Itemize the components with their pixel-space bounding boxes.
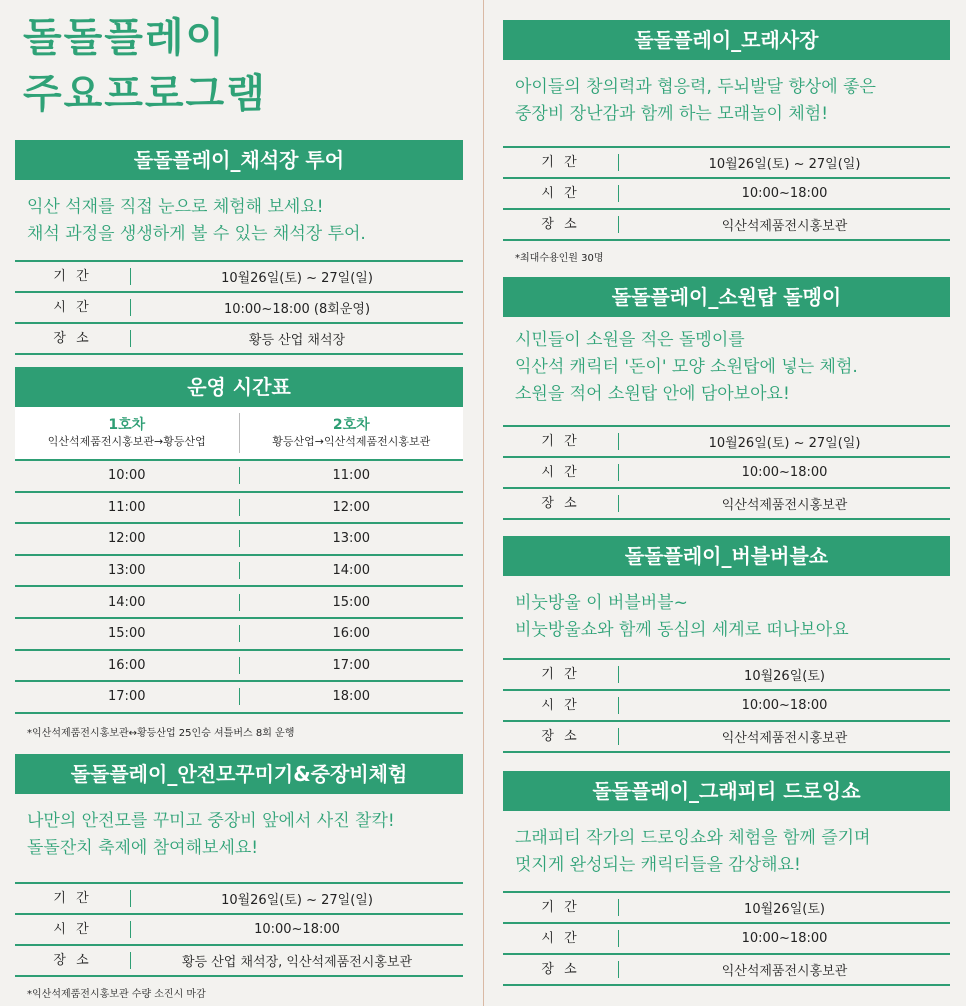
info-row-period [15, 262, 463, 293]
info-row-place [15, 946, 463, 977]
info-label: 장 소 [503, 728, 619, 745]
desc-line: 채석 과정을 생생하게 볼 수 있는 채석장 투어. [27, 224, 366, 244]
page-title [15, 0, 463, 140]
quarry-tour-heading: 돌돌플레이_채석장 투어 [15, 140, 463, 180]
info-label: 장 소 [15, 330, 131, 347]
bubble-info [503, 658, 950, 753]
wish-tower-heading: 돌돌플레이_소원탑 돌멩이 [503, 277, 950, 317]
page-title-line1: 돌돌플레이 [23, 15, 227, 61]
info-row-time [503, 691, 950, 722]
bubble-heading: 돌돌플레이_버블버블쇼 [503, 536, 950, 576]
desc-line: 비눗방울쇼와 함께 동심의 세계로 떠나보아요 [515, 620, 849, 640]
desc-line: 익산 석재를 직접 눈으로 체험해 보세요! [27, 197, 324, 217]
timetable-heading: 운영 시간표 [15, 367, 463, 407]
route-label: 익산석제품전시홍보관→황등산업 [47, 435, 206, 448]
graffiti-info [503, 891, 950, 986]
page-title-line2: 주요프로그램 [23, 71, 267, 117]
info-label: 장 소 [503, 495, 619, 512]
time-cell: 11:00 [332, 468, 370, 484]
info-value: 황등 산업 채석장 [248, 333, 346, 348]
sandbox-desc [503, 74, 950, 146]
time-cell: 14:00 [332, 563, 370, 579]
time-cell: 17:00 [332, 657, 370, 673]
table-row [15, 556, 463, 588]
desc-line: 돌돌잔치 축제에 참여해보세요! [27, 837, 259, 858]
info-row-place [503, 955, 950, 986]
info-label: 기 간 [503, 666, 619, 683]
right-column [503, 20, 950, 986]
time-cell: 15:00 [332, 594, 370, 610]
info-row-place [503, 210, 950, 241]
info-row-time [503, 924, 950, 955]
helmet-desc [15, 808, 463, 882]
info-label: 시 간 [15, 921, 131, 938]
time-cell: 12:00 [15, 530, 240, 547]
time-cell: 15:00 [15, 625, 240, 642]
quarry-tour-desc [15, 194, 463, 260]
graffiti-desc [503, 825, 950, 891]
info-value: 10월26일(토) ~ 27일(일) [708, 436, 861, 451]
desc-line: 멋지게 완성되는 캐릭터들을 감상해요! [515, 855, 801, 875]
quarry-tour-info [15, 260, 463, 355]
time-cell: 16:00 [332, 626, 370, 642]
info-value: 10:00~18:00 [741, 698, 828, 713]
info-row-time [503, 179, 950, 210]
time-cell: 13:00 [15, 562, 240, 579]
left-column [15, 0, 463, 1000]
info-label: 기 간 [15, 268, 131, 285]
desc-line: 익산석 캐릭터 '돈이' 모양 소원탑에 넣는 체험. [515, 357, 858, 377]
timetable-col2-header [240, 407, 464, 459]
info-row-period [15, 884, 463, 915]
info-row-time [15, 915, 463, 946]
info-label: 기 간 [503, 899, 619, 916]
table-row [15, 682, 463, 714]
info-value: 10:00~18:00 [741, 931, 828, 946]
desc-line: 나만의 안전모를 꾸미고 중장비 앞에서 사진 찰칵! [27, 810, 395, 831]
info-value: 10월26일(토) ~ 27일(일) [221, 892, 373, 908]
helmet-note: *익산석제품전시홍보관 수량 소진시 마감 [27, 988, 206, 1000]
time-cell: 16:00 [15, 657, 240, 674]
info-value: 10:00~18:00 (8회운영) [223, 302, 371, 317]
info-label: 시 간 [15, 299, 131, 316]
info-label: 장 소 [503, 216, 619, 233]
table-row [15, 651, 463, 683]
info-row-place [503, 489, 950, 520]
trip-label: 1호차 [108, 417, 146, 433]
wish-tower-desc [503, 327, 950, 425]
time-cell: 13:00 [332, 531, 370, 547]
time-cell: 10:00 [15, 467, 240, 484]
trip-label: 2호차 [332, 417, 370, 433]
info-row-period [503, 148, 950, 179]
info-value: 10월26일(토) [744, 669, 825, 684]
table-row [15, 619, 463, 651]
info-value: 10:00~18:00 [254, 921, 340, 937]
wish-tower-info [503, 425, 950, 520]
info-label: 시 간 [503, 185, 619, 202]
desc-line: 아이들의 창의력과 협응력, 두뇌발달 향상에 좋은 [515, 77, 876, 97]
info-value: 익산석제품전시홍보관 [721, 219, 848, 234]
time-cell: 12:00 [332, 499, 370, 515]
info-value: 익산석제품전시홍보관 [721, 964, 848, 979]
sandbox-info [503, 146, 950, 241]
info-value: 10:00~18:00 [741, 186, 828, 201]
info-value: 10월26일(토) ~ 27일(일) [221, 271, 373, 286]
info-label: 기 간 [503, 433, 619, 450]
bubble-desc [503, 590, 950, 658]
info-value: 황등 산업 채석장, 익산석제품전시홍보관 [181, 954, 412, 970]
helmet-heading: 돌돌플레이_안전모꾸미기&중장비체험 [15, 754, 463, 794]
route-label: 황등산업→익산석제품전시홍보관 [272, 435, 431, 448]
helmet-info [15, 882, 463, 977]
info-row-time [15, 293, 463, 324]
info-label: 시 간 [503, 930, 619, 947]
info-row-period [503, 660, 950, 691]
info-value: 10:00~18:00 [741, 465, 828, 480]
graffiti-heading: 돌돌플레이_그래피티 드로잉쇼 [503, 771, 950, 811]
column-divider [483, 0, 484, 1006]
table-row [15, 524, 463, 556]
time-cell: 11:00 [15, 499, 240, 516]
info-row-time [503, 458, 950, 489]
info-value: 익산석제품전시홍보관 [721, 498, 848, 513]
info-value: 10월26일(토) ~ 27일(일) [708, 157, 861, 172]
info-label: 기 간 [503, 154, 619, 171]
time-cell: 14:00 [15, 594, 240, 611]
info-label: 장 소 [503, 961, 619, 978]
info-label: 시 간 [503, 697, 619, 714]
desc-line: 그래피티 작가의 드로잉쇼와 체험을 함께 즐기며 [515, 828, 871, 848]
timetable-note: *익산석제품전시홍보관↔황등산업 25인승 셔틀버스 8회 운행 [27, 727, 295, 739]
info-row-place [503, 722, 950, 753]
timetable-body [15, 461, 463, 714]
table-row [15, 587, 463, 619]
timetable-col1-header [15, 413, 240, 453]
timetable-header [15, 407, 463, 461]
table-row [15, 493, 463, 525]
table-row [15, 461, 463, 493]
desc-line: 비눗방울 이 버블버블~ [515, 593, 688, 613]
info-row-period [503, 893, 950, 924]
time-cell: 17:00 [15, 688, 240, 705]
sandbox-note: *최대수용인원 30명 [515, 253, 604, 264]
time-cell: 18:00 [332, 689, 370, 705]
sandbox-heading: 돌돌플레이_모래사장 [503, 20, 950, 60]
desc-line: 소원을 적어 소원탑 안에 담아보아요! [515, 384, 790, 404]
info-row-period [503, 427, 950, 458]
info-label: 장 소 [15, 952, 131, 969]
desc-line: 중장비 장난감과 함께 하는 모래놀이 체험! [515, 104, 829, 124]
desc-line: 시민들이 소원을 적은 돌멩이를 [515, 330, 745, 350]
info-value: 10월26일(토) [744, 902, 825, 917]
info-value: 익산석제품전시홍보관 [721, 731, 848, 746]
info-label: 기 간 [15, 890, 131, 907]
info-row-place [15, 324, 463, 355]
info-label: 시 간 [503, 464, 619, 481]
